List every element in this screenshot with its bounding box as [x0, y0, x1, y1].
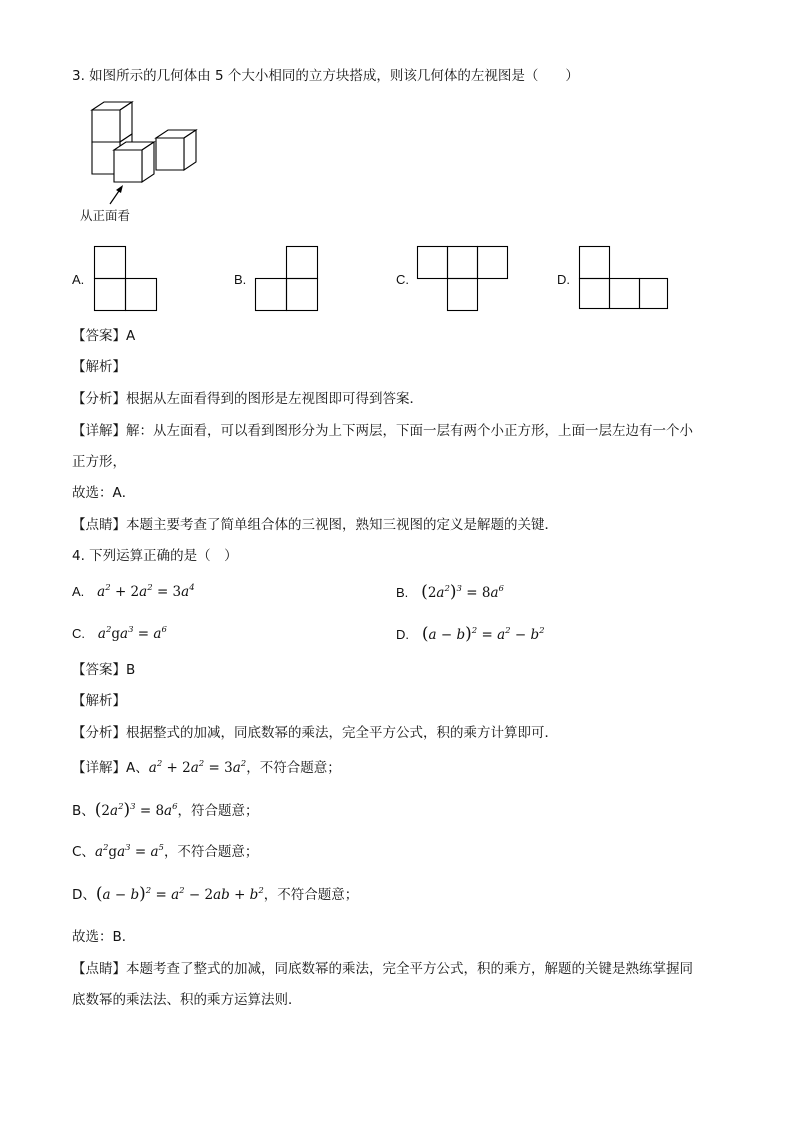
- option-d-figure: [579, 246, 673, 312]
- q3-dianjing: 【点睛】本题主要考查了简单组合体的三视图，熟知三视图的定义是解题的关键．: [72, 517, 558, 533]
- option-c-figure: [417, 246, 511, 312]
- option-b-figure: [255, 246, 319, 312]
- q3-xiangjie-1: 【详解】解：从左面看，可以看到图形分为上下两层，下面一层有两个小正方形，上面一层左边有一个小: [72, 423, 693, 439]
- q4-xiangjie-a: 【详解】A、$a^2 + 2a^2 = 3a^2$，不符合题意；: [72, 758, 341, 776]
- q4-xiangjie-b: B、$(2a^2)^3 = 8a^6$，符合题意；: [72, 800, 259, 820]
- q4-option-d: D. $(a - b)^2 = a^2 - b^2$: [396, 624, 545, 644]
- figure-caption: 从正面看: [80, 208, 131, 223]
- q3-cube-figure: [86, 100, 216, 210]
- q4-option-c: C. $a^2ga^3 = a^6$: [72, 624, 167, 642]
- option-b-label: B.: [234, 272, 247, 287]
- option-a-label: A.: [72, 272, 85, 287]
- q3-analysis-heading: 【解析】: [72, 359, 126, 375]
- q4-option-b: B. $(2a^2)^3 = 8a^6$: [396, 582, 504, 602]
- q3-fenxi: 【分析】根据从左面看得到的图形是左视图即可得到答案．: [72, 391, 423, 407]
- q4-dianjing-1: 【点睛】本题考查了整式的加减，同底数幂的乘法，完全平方公式，积的乘方，解题的关键是熟练掌握同: [72, 961, 693, 977]
- option-d-label: D.: [557, 272, 570, 287]
- q4-stem: 4. 下列运算正确的是（ ）: [72, 548, 238, 564]
- q3-answer: 【答案】A: [72, 328, 136, 344]
- q4-dianjing-2: 底数幂的乘法法、积的乘方运算法则．: [72, 992, 302, 1008]
- q3-choice: 故选：A．: [72, 485, 136, 501]
- q4-xiangjie-d: D、$(a - b)^2 = a^2 - 2ab + b^2$，不符合题意；: [72, 884, 359, 904]
- q3-stem: 3. 如图所示的几何体由 5 个大小相同的立方块搭成，则该几何体的左视图是（ ）: [72, 68, 579, 84]
- q4-fenxi: 【分析】根据整式的加减，同底数幂的乘法，完全平方公式，积的乘方计算即可．: [72, 725, 558, 741]
- q4-option-a: A. $a^2 + 2a^2 = 3a^4$: [72, 582, 195, 600]
- option-a-figure: [94, 246, 158, 312]
- q4-analysis-heading: 【解析】: [72, 693, 126, 709]
- option-c-label: C.: [396, 272, 409, 287]
- q4-answer: 【答案】B: [72, 662, 136, 678]
- q4-xiangjie-c: C、$a^2ga^3 = a^5$，不符合题意；: [72, 842, 259, 860]
- q4-choice: 故选：B．: [72, 929, 136, 945]
- q3-xiangjie-2: 正方形，: [72, 454, 126, 470]
